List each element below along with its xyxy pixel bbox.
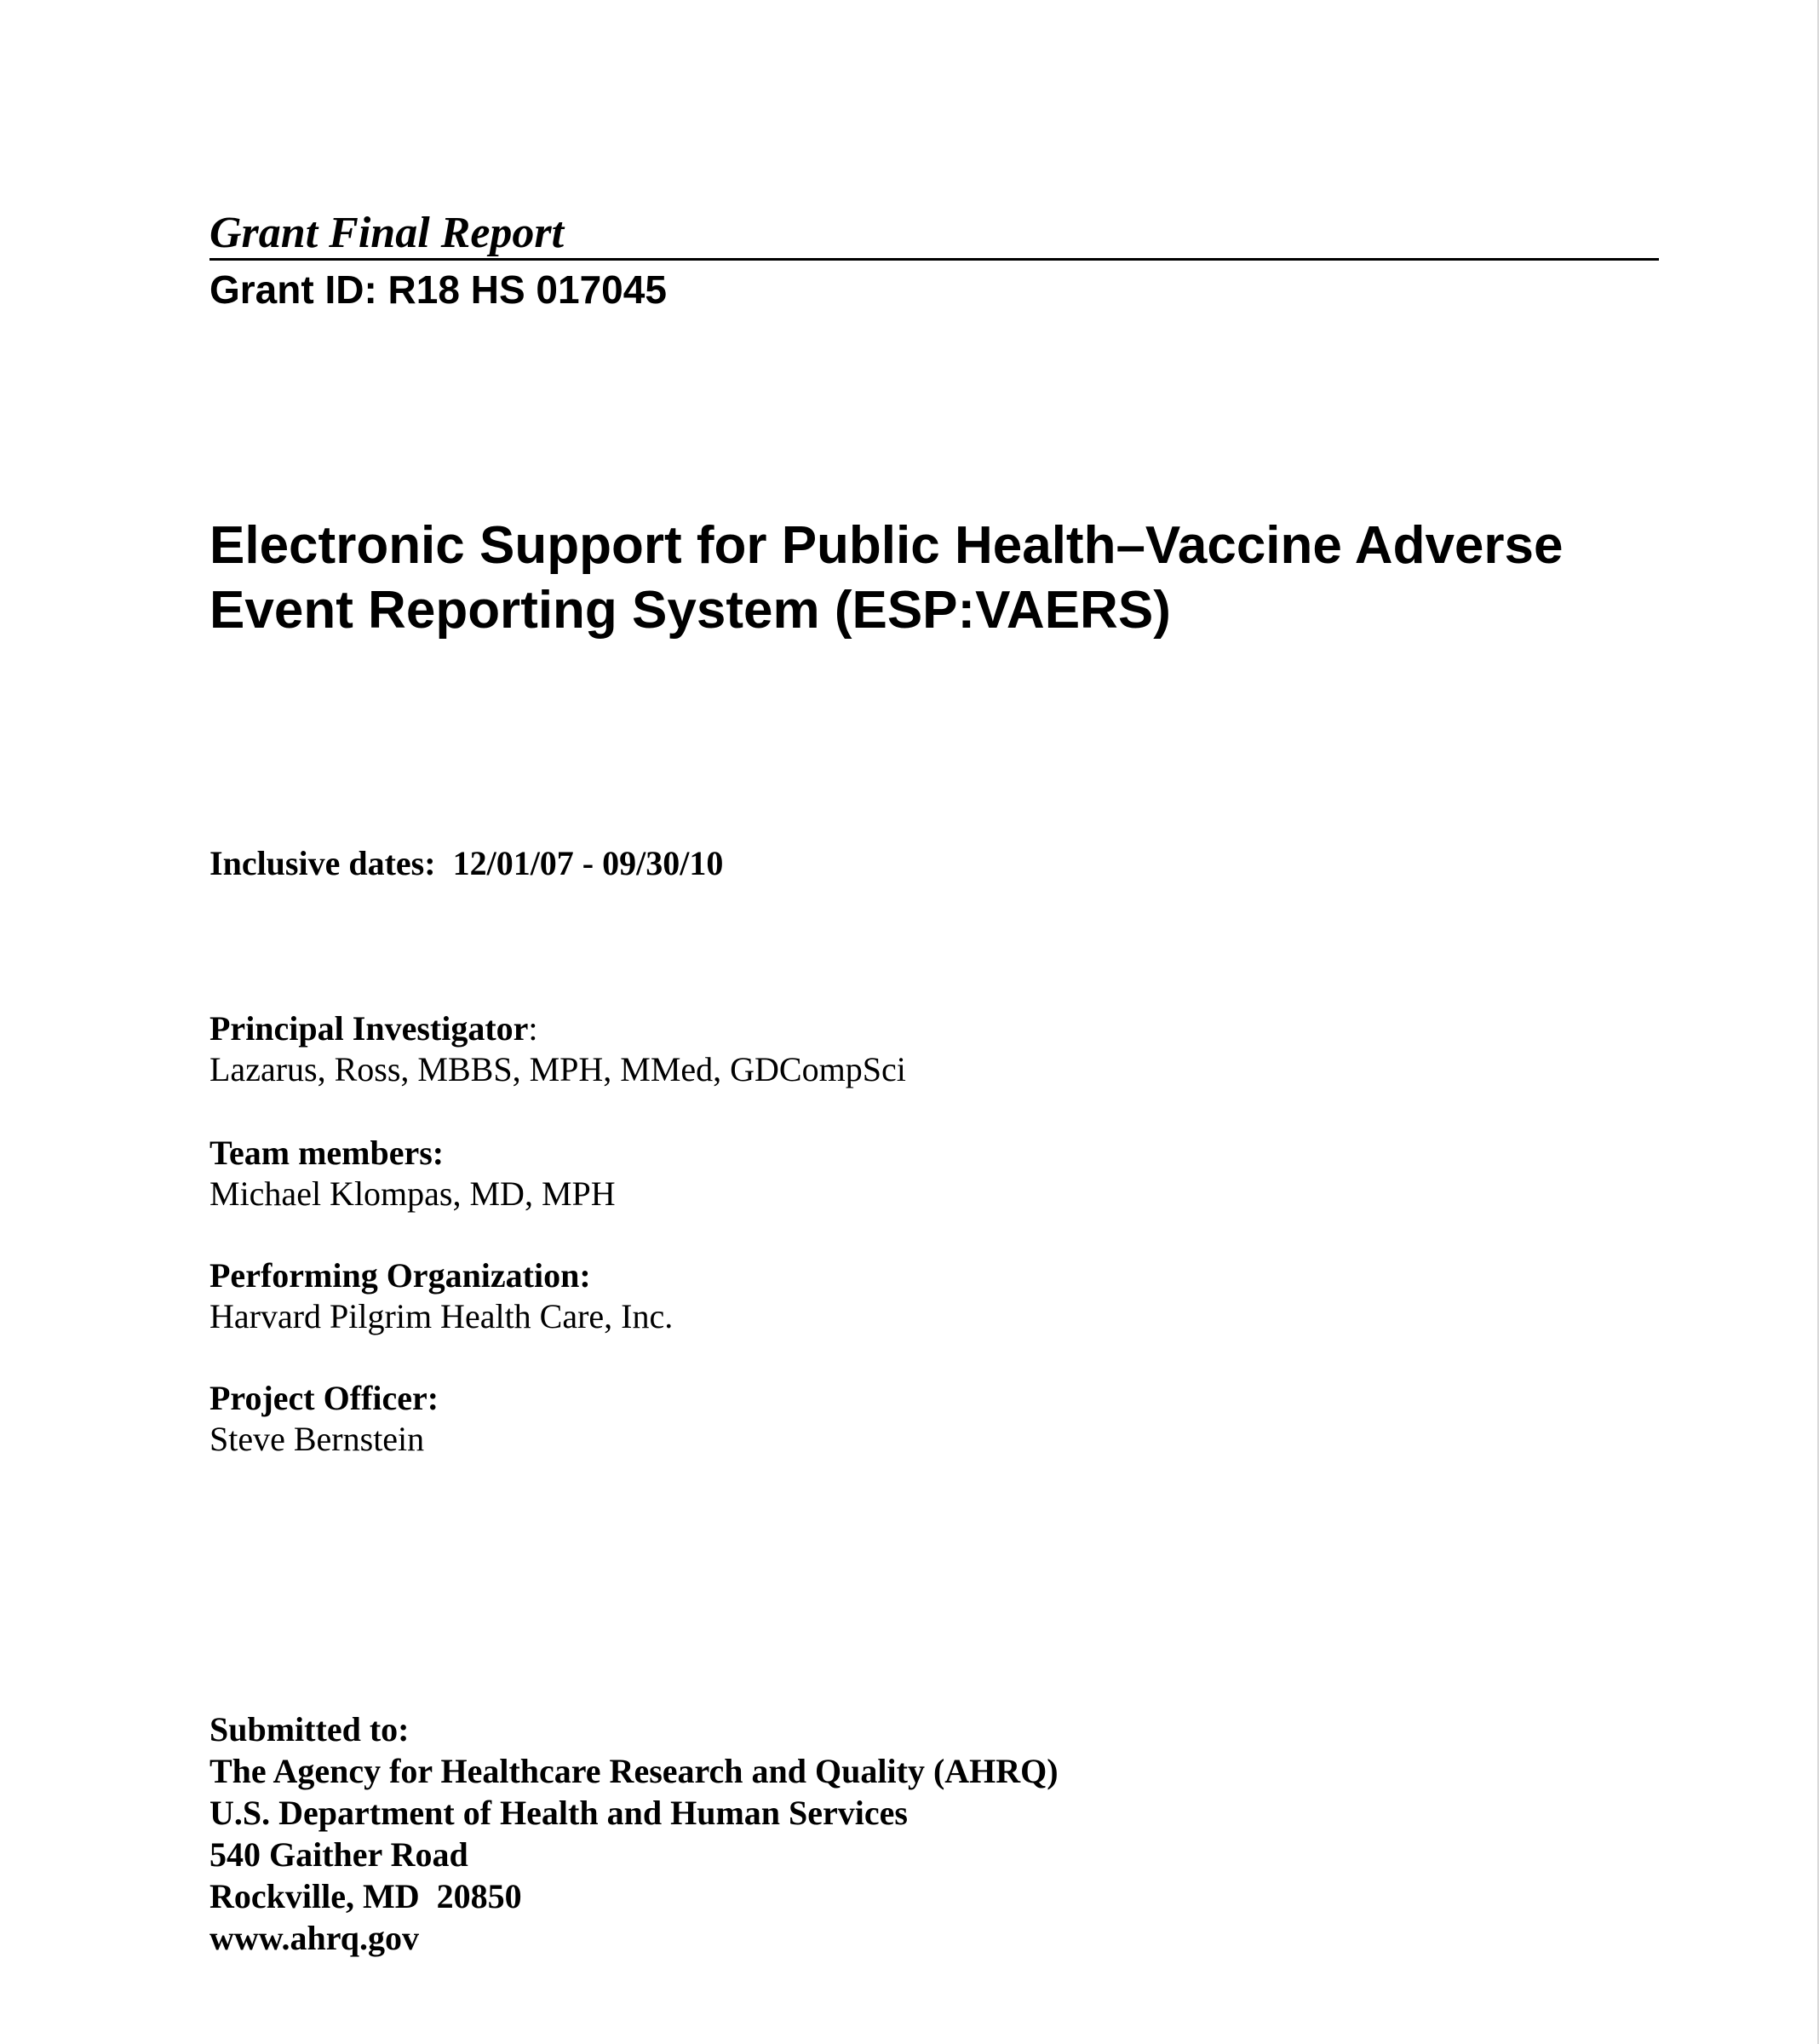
team-members-section	[209, 1133, 616, 1214]
performing-organization-label: Performing Organization:	[209, 1256, 591, 1295]
principal-investigator-section	[209, 1008, 906, 1090]
submitted-to-city: Rockville, MD 20850	[209, 1877, 522, 1915]
report-title	[209, 514, 1657, 643]
report-header	[209, 209, 1659, 313]
project-officer-name: Steve Bernstein	[209, 1420, 425, 1458]
submitted-to-website: www.ahrq.gov	[209, 1919, 419, 1957]
submitted-to-agency: The Agency for Healthcare Research and Quality (AHRQ)	[209, 1752, 1059, 1790]
grant-id: Grant ID: R18 HS 017045	[209, 267, 667, 312]
team-members-name: Michael Klompas, MD, MPH	[209, 1174, 616, 1213]
performing-organization-name: Harvard Pilgrim Health Care, Inc.	[209, 1297, 674, 1335]
inclusive-dates	[209, 843, 723, 884]
report-title-line-2: Event Reporting System (ESP:VAERS)	[209, 581, 1171, 640]
inclusive-dates-label: Inclusive dates:	[209, 844, 436, 882]
team-members-label: Team members:	[209, 1134, 445, 1172]
principal-investigator-label: Principal Investigator	[209, 1009, 529, 1048]
project-officer-section	[209, 1378, 439, 1460]
principal-investigator-name: Lazarus, Ross, MBBS, MPH, MMed, GDCompSci	[209, 1050, 906, 1088]
submitted-to-street: 540 Gaither Road	[209, 1835, 468, 1874]
performing-organization-section	[209, 1255, 673, 1337]
submitted-to-department: U.S. Department of Health and Human Services	[209, 1794, 908, 1832]
report-type-heading: Grant Final Report	[209, 209, 1659, 261]
inclusive-dates-value: 12/01/07 - 09/30/10	[452, 844, 724, 882]
submitted-to-label: Submitted to:	[209, 1710, 410, 1748]
report-title-line-1: Electronic Support for Public Health–Vaccine Adverse	[209, 516, 1564, 575]
principal-investigator-colon: :	[528, 1009, 538, 1048]
project-officer-label: Project Officer:	[209, 1379, 439, 1417]
submitted-to-section	[209, 1708, 1059, 1959]
